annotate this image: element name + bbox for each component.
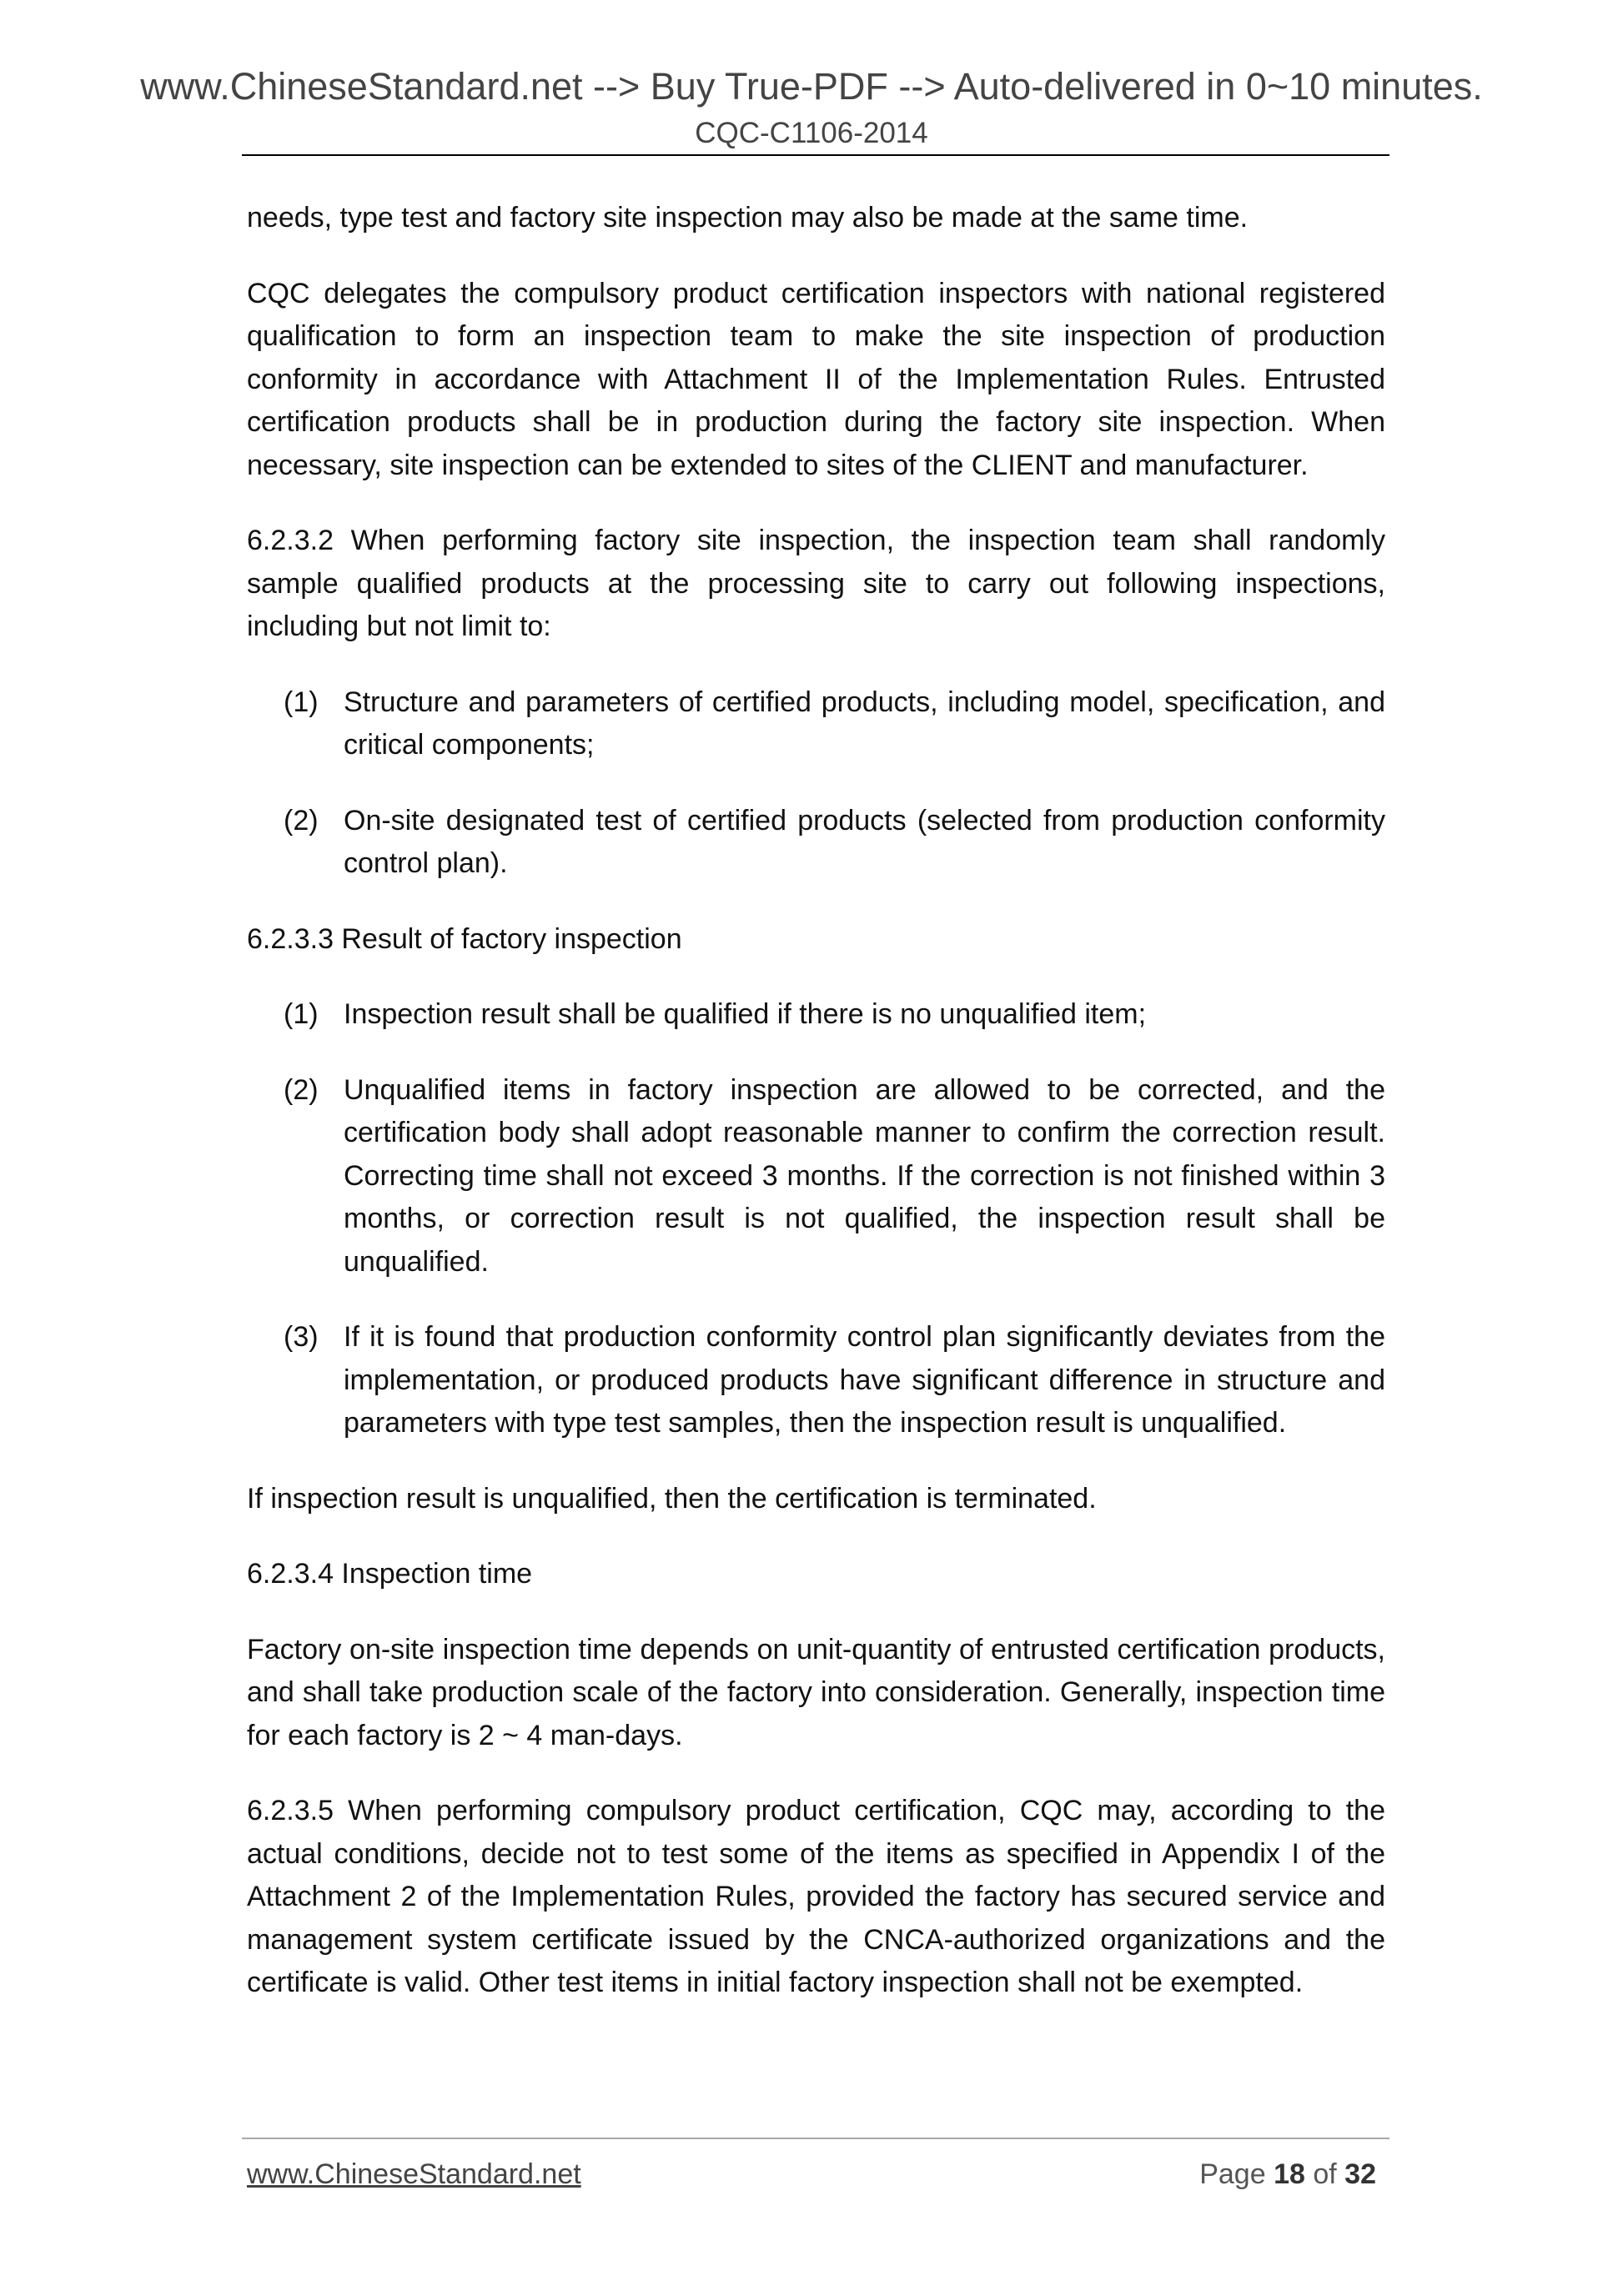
- header-banner: www.ChineseStandard.net --> Buy True-PDF --> Auto-delivered in 0~10 minutes.: [140, 65, 1483, 108]
- paragraph-inspection-team: CQC delegates the compulsory product certification inspectors with national registered qualification to form an inspection team to make the site inspection of production conformity in accordance with Attachment II of the Implementation Rules. Entrusted certification products shall be in production during the factory site inspection. When necessary, site inspection can be extended to sites of the CLIENT and manufacturer.: [247, 277, 1385, 481]
- paragraph-6-2-3-5: 6.2.3.5 When performing compulsory product certification, CQC may, according to the actual conditions, decide not to test some of the items as specified in Appendix I of the Attachment 2 of the Implementation Rules, provided the factory has secured service and management system certificate issued by the CNCA-authorized organizations and the certificate is valid. Other test items in initial factory inspection shall not be exempted.: [247, 1795, 1385, 1998]
- paragraph-inspection-time: Factory on-site inspection time depends on unit-quantity of entrusted certification products, and shall take production scale of the factory into consideration. Generally, inspection time for each factory is 2 ~ 4 man-days.: [247, 1633, 1385, 1751]
- list-item: [247, 681, 1385, 767]
- list-item: [247, 993, 1385, 1037]
- list-item: [247, 1316, 1385, 1445]
- heading-6-2-3-4: 6.2.3.4 Inspection time: [247, 1558, 533, 1590]
- list-item-text: Unqualified items in factory inspection are allowed to be corrected, and the certification body shall adopt reasonable manner to confirm the correction result. Correcting time shall not exceed 3 months. If the correction is not finished within 3 months, or correction result is not qualified, the inspection result shall be unqualified.: [344, 1073, 1385, 1278]
- page-current: 18: [1274, 2158, 1305, 2190]
- footer-divider: [242, 2138, 1389, 2139]
- list-item-text: On-site designated test of certified products (selected from production conformity control plan).: [344, 804, 1385, 879]
- paragraph-termination: If inspection result is unqualified, then the certification is terminated.: [247, 1482, 1097, 1515]
- list-item-number: (2): [284, 804, 319, 837]
- page-number: [1199, 2158, 1376, 2191]
- list-item-number: (1): [284, 998, 319, 1030]
- paragraph-continuation: needs, type test and factory site inspection may also be made at the same time.: [247, 202, 1249, 234]
- list-item-text: If it is found that production conformity control plan significantly deviates from the implementation, or produced products have significant difference in structure and parameters with type test samples, then the inspection result is unqualified.: [344, 1321, 1385, 1439]
- list-item-text: Inspection result shall be qualified if there is no unqualified item;: [344, 998, 1147, 1030]
- list-item: [247, 1069, 1385, 1284]
- list-item-number: (3): [284, 1321, 319, 1353]
- list-item-text: Structure and parameters of certified products, including model, specification, and critical components;: [344, 686, 1385, 761]
- page-of-label: of: [1313, 2158, 1337, 2190]
- document-code: CQC-C1106-2014: [695, 117, 928, 149]
- page-body: [247, 197, 1385, 2037]
- page-total: 32: [1344, 2158, 1376, 2190]
- paragraph-6-2-3-2: 6.2.3.2 When performing factory site inspection, the inspection team shall randomly sample qualified products at the processing site to carry out following inspections, including but not limit to:: [247, 525, 1385, 642]
- header-divider: [242, 154, 1389, 156]
- list-item: [247, 800, 1385, 886]
- heading-6-2-3-3: 6.2.3.3 Result of factory inspection: [247, 922, 682, 955]
- page-label: Page: [1199, 2158, 1266, 2190]
- list-item-number: (1): [284, 686, 319, 718]
- list-item-number: (2): [284, 1073, 319, 1106]
- footer-site-link[interactable]: www.ChineseStandard.net: [247, 2158, 581, 2190]
